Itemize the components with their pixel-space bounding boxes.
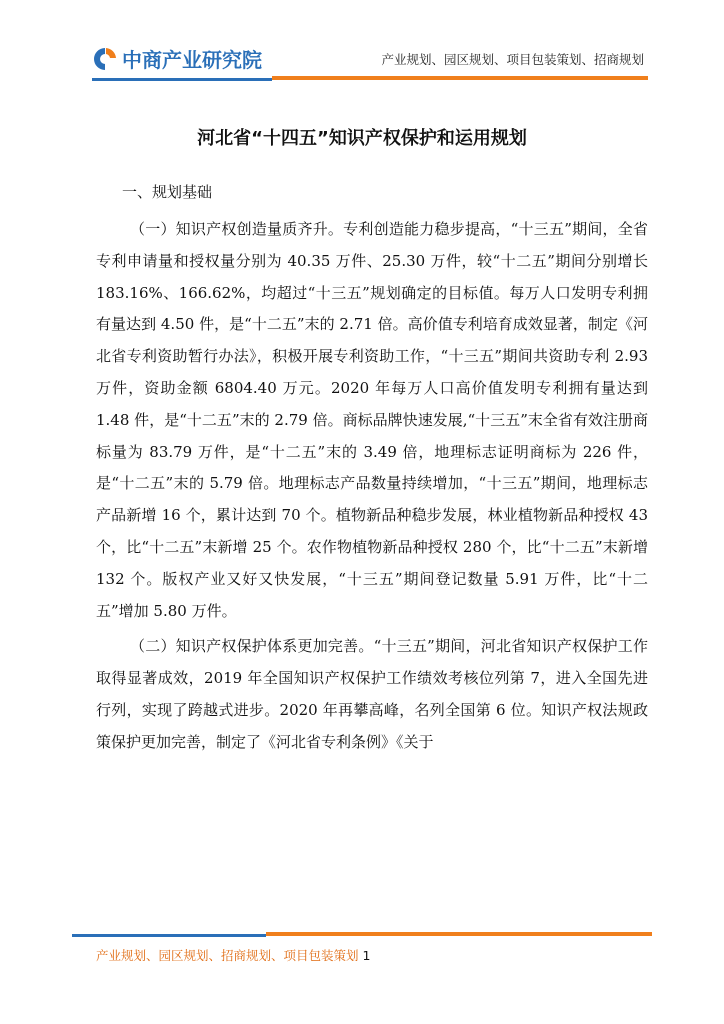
- footer-divider-orange: [266, 932, 652, 936]
- paragraph-2: （二）知识产权保护体系更加完善。“十三五”期间，河北省知识产权保护工作取得显著成效，2019 年全国知识产权保护工作绩效考核位列第 7，进入全国先进行列，实现了跨越式进步。2020 年再攀高峰，名列全国第 6 位。知识产权法规政策保护更加完善，制定了《河北省专利条例》《关于: [96, 637, 648, 751]
- header-divider-orange: [272, 76, 648, 80]
- header-divider-blue: [92, 78, 272, 81]
- paragraph-1: （一）知识产权创造量质齐升。专利创造能力稳步提高，“十三五”期间，全省专利申请量和授权量分别为 40.35 万件、25.30 万件，较“十二五”期间分别增长 183.16%、166.62%，均超过“十三五”规划确定的目标值。每万人口发明专利拥有量达到 4.50 件，是“十二五”末的 2.71 倍。高价值专利培育成效显著，制定《河北省专利资助暂行办法》，积极开展专利资助工作，“十三五”期间共资助专利 2.93 万件，资助金额 6804.40 万元。2020 年每万人口高价值发明专利拥有量达到 1.48 件，是“十二五”末的 2.79 倍。商标品牌快速发展,“十三五”末全省有效注册商标量为 83.79 万件，是“十二五”末的 3.49 倍，地理标志证明商标为 226 件，是“十二五”末的 5.79 倍。地理标志产品数量持续增加，“十三五”期间，地理标志产品新增 16 个，累计达到 70 个。植物新品种稳步发展，林业植物新品种授权 43 个，比“十二五”末新增 25 个。农作物植物新品种授权 280 个，比“十二五”末新增 132 个。版权产业又好又快发展，“十三五”期间登记数量 5.91 万件，比“十二五”增加 5.80 万件。: [96, 220, 648, 620]
- header-tagline: 产业规划、园区规划、项目包装策划、招商规划: [381, 52, 644, 67]
- logo-text: 中商产业研究院: [122, 48, 262, 72]
- page-number: 1: [362, 948, 371, 963]
- footer-divider-blue: [72, 934, 266, 937]
- logo-icon: [92, 46, 118, 72]
- page-header: [0, 0, 724, 90]
- document-body: [96, 174, 648, 759]
- document-title: 河北省“十四五”知识产权保护和运用规划: [197, 128, 527, 149]
- company-logo: [92, 44, 262, 73]
- page-footer: [96, 946, 370, 964]
- section-heading: 一、规划基础: [122, 183, 213, 201]
- footer-text: 产业规划、园区规划、招商规划、项目包装策划: [96, 948, 359, 963]
